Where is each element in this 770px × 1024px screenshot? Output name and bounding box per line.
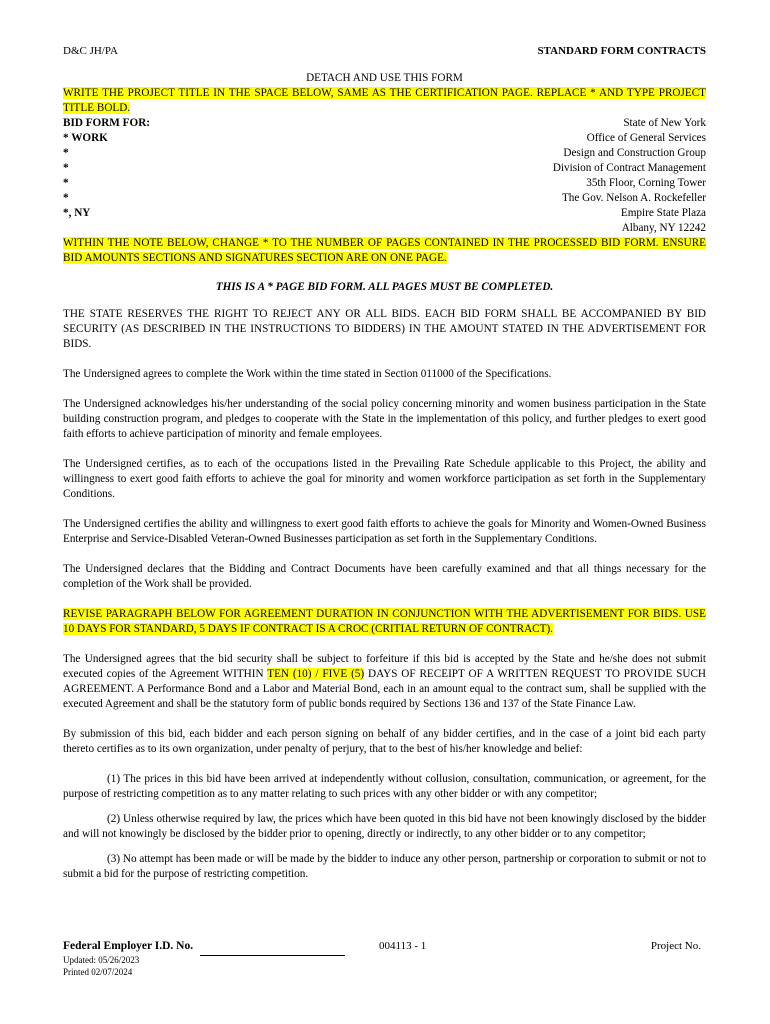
page-footer <box>63 940 706 990</box>
agency-address <box>553 116 706 236</box>
printed-date: Printed 02/07/2024 <box>63 967 133 977</box>
federal-id-label: Federal Employer I.D. No. <box>63 940 194 952</box>
address-block <box>63 116 706 236</box>
certification-item-1: (1) The prices in this bid have been arrived at independently without collusion, consultation, communication, or agreement, for the purpose of restricting competition as to any matter relating to such prices with any other bidder or with any competitor; <box>63 773 706 800</box>
complete-paragraph: The Undersigned agrees to complete the Work within the time stated in Section 011000 of the Specifications. <box>63 368 552 380</box>
header-left: D&C JH/PA <box>63 45 118 57</box>
header-right: STANDARD FORM CONTRACTS <box>537 45 706 57</box>
address-line: The Gov. Nelson A. Rockefeller <box>561 192 706 204</box>
declares-paragraph: The Undersigned declares that the Bidding and Contract Documents have been carefully examined and that all things necessary for the completion of the Work shall be provided. <box>63 563 706 590</box>
address-line: Albany, NY 12242 <box>621 222 706 234</box>
detach-title: DETACH AND USE THIS FORM <box>306 72 463 84</box>
revise-instruction-note: REVISE PARAGRAPH BELOW FOR AGREEMENT DURATION IN CONJUNCTION WITH THE ADVERTISEMENT FOR BIDS. USE 10 DAYS FOR STANDARD, 5 DAYS IF CONTRACT IS A CROC (CRITIAL RETURN OF CONTRACT). <box>63 608 706 635</box>
title-instruction-note: WRITE THE PROJECT TITLE IN THE SPACE BELOW, SAME AS THE CERTIFICATION PAGE. REPLACE * AND TYPE PROJECT TITLE BOLD. <box>63 87 706 114</box>
address-line: State of New York <box>623 117 706 129</box>
project-title-lines <box>63 116 150 221</box>
pages-instruction-note: WITHIN THE NOTE BELOW, CHANGE * TO THE NUMBER OF PAGES CONTAINED IN THE PROCESSED BID FORM. ENSURE BID AMOUNTS SECTIONS AND SIGNATURES SECTION ARE ON ONE PAGE. <box>63 237 706 264</box>
federal-id-field[interactable] <box>200 955 345 956</box>
address-line: Division of Contract Management <box>552 162 706 174</box>
document-body <box>63 71 706 882</box>
address-line: Empire State Plaza <box>620 207 706 219</box>
certifies-mwbe-paragraph: The Undersigned certifies the ability and willingness to exert good faith efforts to achieve the goals for Minority and Women-Owned Business Enterprise and Service-Disabled Veteran-Owned Businesses participation as set forth in the Supplementary Conditions. <box>63 518 706 545</box>
submission-paragraph: By submission of this bid, each bidder and each person signing on behalf of any bidder certifies, and in the case of a joint bid each party thereto certifies as to its own organization, under penalty of perjury, that to the best of his/her knowledge and belief: <box>63 728 706 755</box>
page-count-note: THIS IS A * PAGE BID FORM. ALL PAGES MUST BE COMPLETED. <box>215 281 554 293</box>
page-number: 004113 - 1 <box>379 940 427 952</box>
project-line: *, NY <box>63 207 91 219</box>
certification-item-3: (3) No attempt has been made or will be made by the bidder to induce any other person, partnership or corporation to submit or not to submit a bid for the purpose of restricting competition. <box>63 853 706 880</box>
project-line: * <box>63 162 69 174</box>
address-line: Design and Construction Group <box>563 147 706 159</box>
address-line: Office of General Services <box>586 132 706 144</box>
updated-date: Updated: 05/26/2023 <box>63 955 140 965</box>
certifies-occupations-paragraph: The Undersigned certifies, as to each of the occupations listed in the Prevailing Rate Schedule applicable to this Project, the ability and willingness to exert good faith efforts to achieve the goal for minority and women workforce participation as set forth in the Supplementary Conditions. <box>63 458 706 500</box>
project-line: * WORK <box>63 132 108 144</box>
certification-item-2: (2) Unless otherwise required by law, the prices which have been quoted in this bid have not been knowingly disclosed by the bidder and will not knowingly be disclosed by the bidder prior to opening, directly or indirectly, to any other bidder or to any competitor; <box>63 813 706 840</box>
project-line: * <box>63 147 69 159</box>
project-line: * <box>63 177 69 189</box>
acknowledges-paragraph: The Undersigned acknowledges his/her understanding of the social policy concerning minority and women business participation in the State building construction program, and pledges to cooperate with the State in the implementation of this policy, and further pledges to exert good faith efforts to achieve participation of minority and female employees. <box>63 398 706 440</box>
forfeiture-paragraph: The Undersigned agrees that the bid security shall be subject to forfeiture if this bid is accepted by the State and he/she does not submit executed copies of the Agreement WITHIN TEN (10) / FIVE (5) DAYS OF RECEIPT OF A WRITTEN REQUEST TO PROVIDE SUCH AGREEMENT. A Performance Bond and a Labor and Material Bond, each in an amount equal to the contract sum, shall be supplied with the executed Agreement and shall be the statutory form of public bonds required by Sections 136 and 137 of the State Finance Law. <box>63 653 706 710</box>
address-line: 35th Floor, Corning Tower <box>586 177 706 189</box>
bid-form-for-label: BID FORM FOR: <box>63 117 151 129</box>
reserve-paragraph: THE STATE RESERVES THE RIGHT TO REJECT ANY OR ALL BIDS. EACH BID FORM SHALL BE ACCOMPANIED BY BID SECURITY (AS DESCRIBED IN THE INSTRUCTIONS TO BIDDERS) IN THE AMOUNT STATED IN THE ADVERTISEMENT FOR BIDS. <box>63 308 706 350</box>
project-no-label: Project No. <box>650 940 701 952</box>
project-line: * <box>63 192 69 204</box>
days-highlight: TEN (10) / FIVE (5) <box>267 668 365 680</box>
